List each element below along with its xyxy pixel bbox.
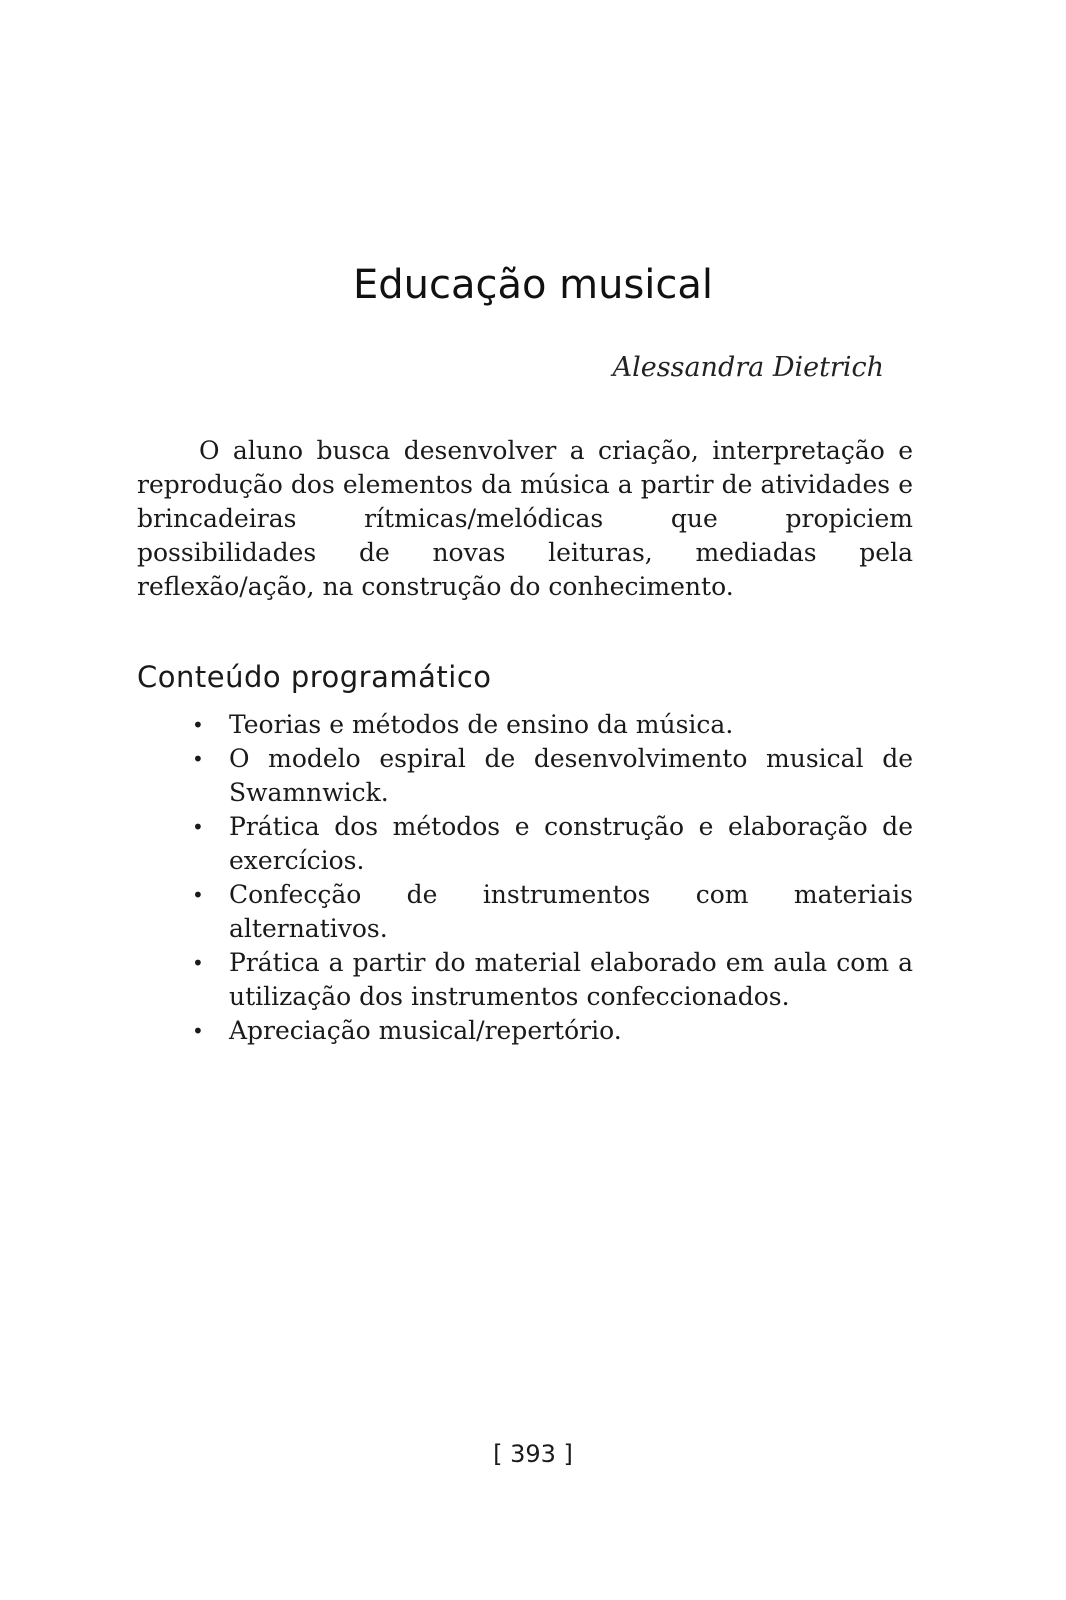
list-item-text: Apreciação musical/repertório. (229, 1016, 622, 1045)
content-list (190, 708, 913, 1048)
list-item (190, 742, 913, 810)
list-item-text: Teorias e métodos de ensino da música. (229, 710, 734, 739)
intro-paragraph: O aluno busca desenvolver a criação, interpretação e reprodução dos elementos da música a partir de atividades e brincadeiras rítmicas/melódicas que propiciem possibilidades de novas leituras, mediadas pela reflexão/ação, na construção do conhecimento. (137, 436, 913, 601)
list-item (190, 810, 913, 878)
bullet-icon: • (192, 951, 204, 975)
list-item-text: Prática a partir do material elaborado em aula com a utilização dos instrumentos confeccionados. (229, 948, 913, 1011)
list-item-text: O modelo espiral de desenvolvimento musical de Swamnwick. (229, 744, 913, 807)
section-title: Conteúdo programático (137, 660, 492, 694)
bullet-icon: • (192, 883, 204, 907)
list-item (190, 878, 913, 946)
list-item (190, 708, 913, 742)
list-item (190, 1014, 913, 1048)
bullet-icon: • (192, 747, 204, 771)
list-item-text: Prática dos métodos e construção e elaboração de exercícios. (229, 812, 913, 875)
list-item-text: Confecção de instrumentos com materiais alternativos. (229, 880, 913, 943)
bullet-icon: • (192, 1019, 204, 1043)
page-number: [ 393 ] (493, 1440, 573, 1468)
bullet-icon: • (192, 713, 204, 737)
bullet-icon: • (192, 815, 204, 839)
list-item (190, 946, 913, 1014)
page-title: Educação musical (352, 262, 714, 308)
author-name: Alessandra Dietrich (612, 352, 884, 383)
